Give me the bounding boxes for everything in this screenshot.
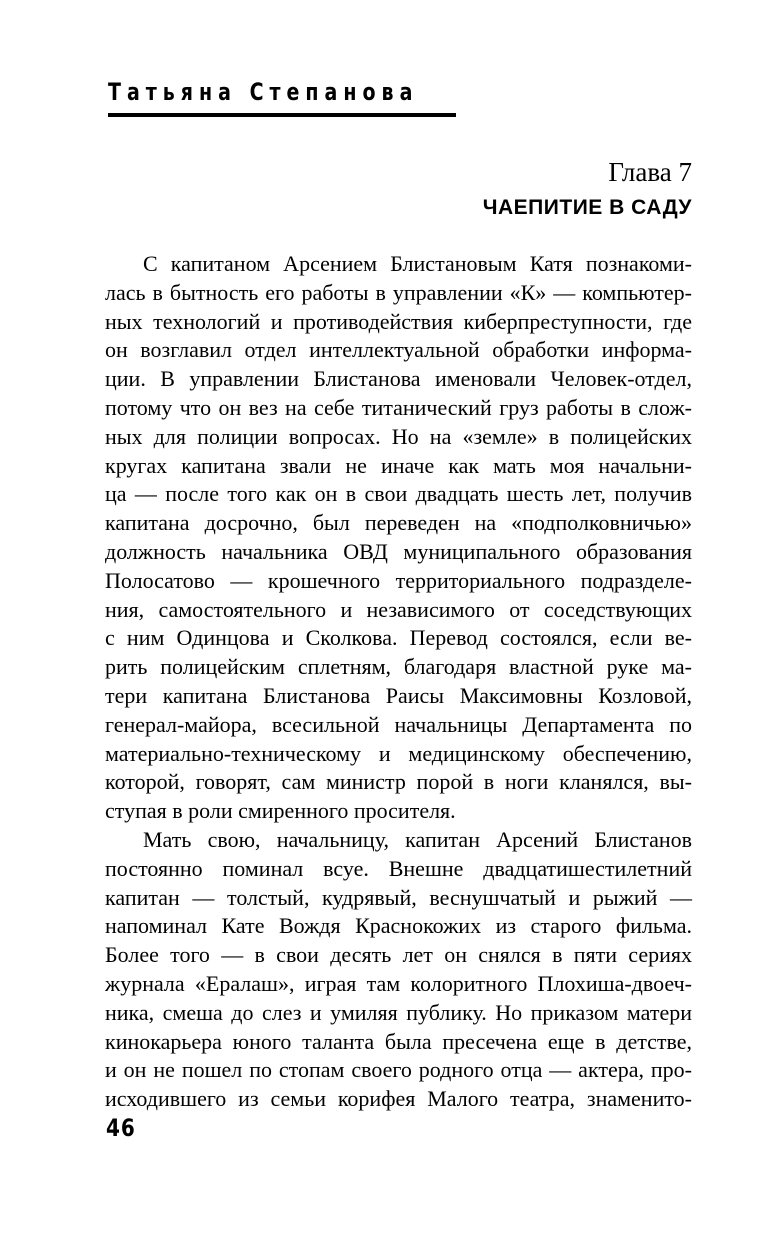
text-line: с ним Одинцова и Сколкова. Перевод состоялся, если ве- [105, 625, 692, 651]
header-rule [108, 113, 456, 117]
chapter-title: ЧАЕПИТИЕ В САДУ [482, 196, 692, 219]
text-line: исходившего из семьи корифея Малого театра, знаменито- [105, 1086, 692, 1112]
text-line: капитан — толстый, кудрявый, веснушчатый и рыжий — [105, 884, 692, 910]
text-line: ступая в роли смиренного просителя. [105, 798, 456, 824]
text-line: которой, говорят, сам министр порой в ноги кланялся, вы- [105, 769, 692, 795]
text-line: рить полицейским сплетням, благодаря властной руке ма- [105, 654, 692, 680]
chapter-heading [105, 157, 692, 220]
text-line: потому что он вез на себе титанический груз работы в слож- [105, 394, 692, 420]
text-line: Мать свою, начальницу, капитан Арсений Блистанов [143, 826, 692, 852]
page-footer [106, 1113, 136, 1142]
body-text [105, 250, 692, 1114]
text-line: и он не пошел по стопам своего родного отца — актера, про- [105, 1057, 692, 1083]
text-line: С капитаном Арсением Блистановым Катя познакоми- [143, 251, 692, 276]
text-line: ных для полиции вопросах. Но на «земле» в полицейских [105, 423, 692, 449]
text-line: журнала «Ералаш», играя там колоритного Плохиша-двоеч- [105, 970, 692, 996]
running-header [108, 78, 508, 117]
author-name: Татьяна Степанова [108, 78, 419, 106]
text-line: ника, смеша до слез и умиляя публику. Но приказом матери [105, 999, 692, 1025]
text-line: ции. В управлении Блистанова именовали Человек-отдел, [105, 366, 692, 392]
text-line: ца — после того как он в свои двадцать шесть лет, получив [105, 481, 692, 507]
chapter-number: Глава 7 [608, 157, 692, 187]
text-line: он возглавил отдел интеллектуальной обработки информа- [105, 337, 692, 363]
text-line: напоминал Кате Вождя Краснокожих из старого фильма. [105, 913, 692, 939]
text-line: Более того — в свои десять лет он снялся в пяти сериях [105, 942, 692, 968]
text-line: лась в бытность его работы в управлении «К» — компьютер- [105, 279, 692, 305]
text-line: кинокарьера юного таланта была пресечена еще в детстве, [105, 1028, 692, 1054]
text-line: ния, самостоятельного и независимого от соседствующих [105, 596, 692, 622]
text-line: тери капитана Блистанова Раисы Максимовны Козловой, [105, 682, 692, 708]
text-line: постоянно поминал всуе. Внешне двадцатишестилетний [105, 855, 692, 881]
page-number: 46 [106, 1113, 136, 1142]
text-line: капитана досрочно, был переведен на «подполковничью» [105, 510, 692, 536]
text-line: Полосатово — крошечного территориального подразделе- [105, 567, 692, 593]
text-line: ных технологий и противодействия киберпреступности, где [105, 308, 692, 334]
text-line: кругах капитана звали не иначе как мать моя начальни- [105, 452, 692, 478]
text-line: должность начальника ОВД муниципального образования [105, 538, 692, 564]
text-line: материально-техническому и медицинскому обеспечению, [105, 740, 692, 766]
text-line: генерал-майора, всесильной начальницы Департамента по [105, 711, 692, 737]
